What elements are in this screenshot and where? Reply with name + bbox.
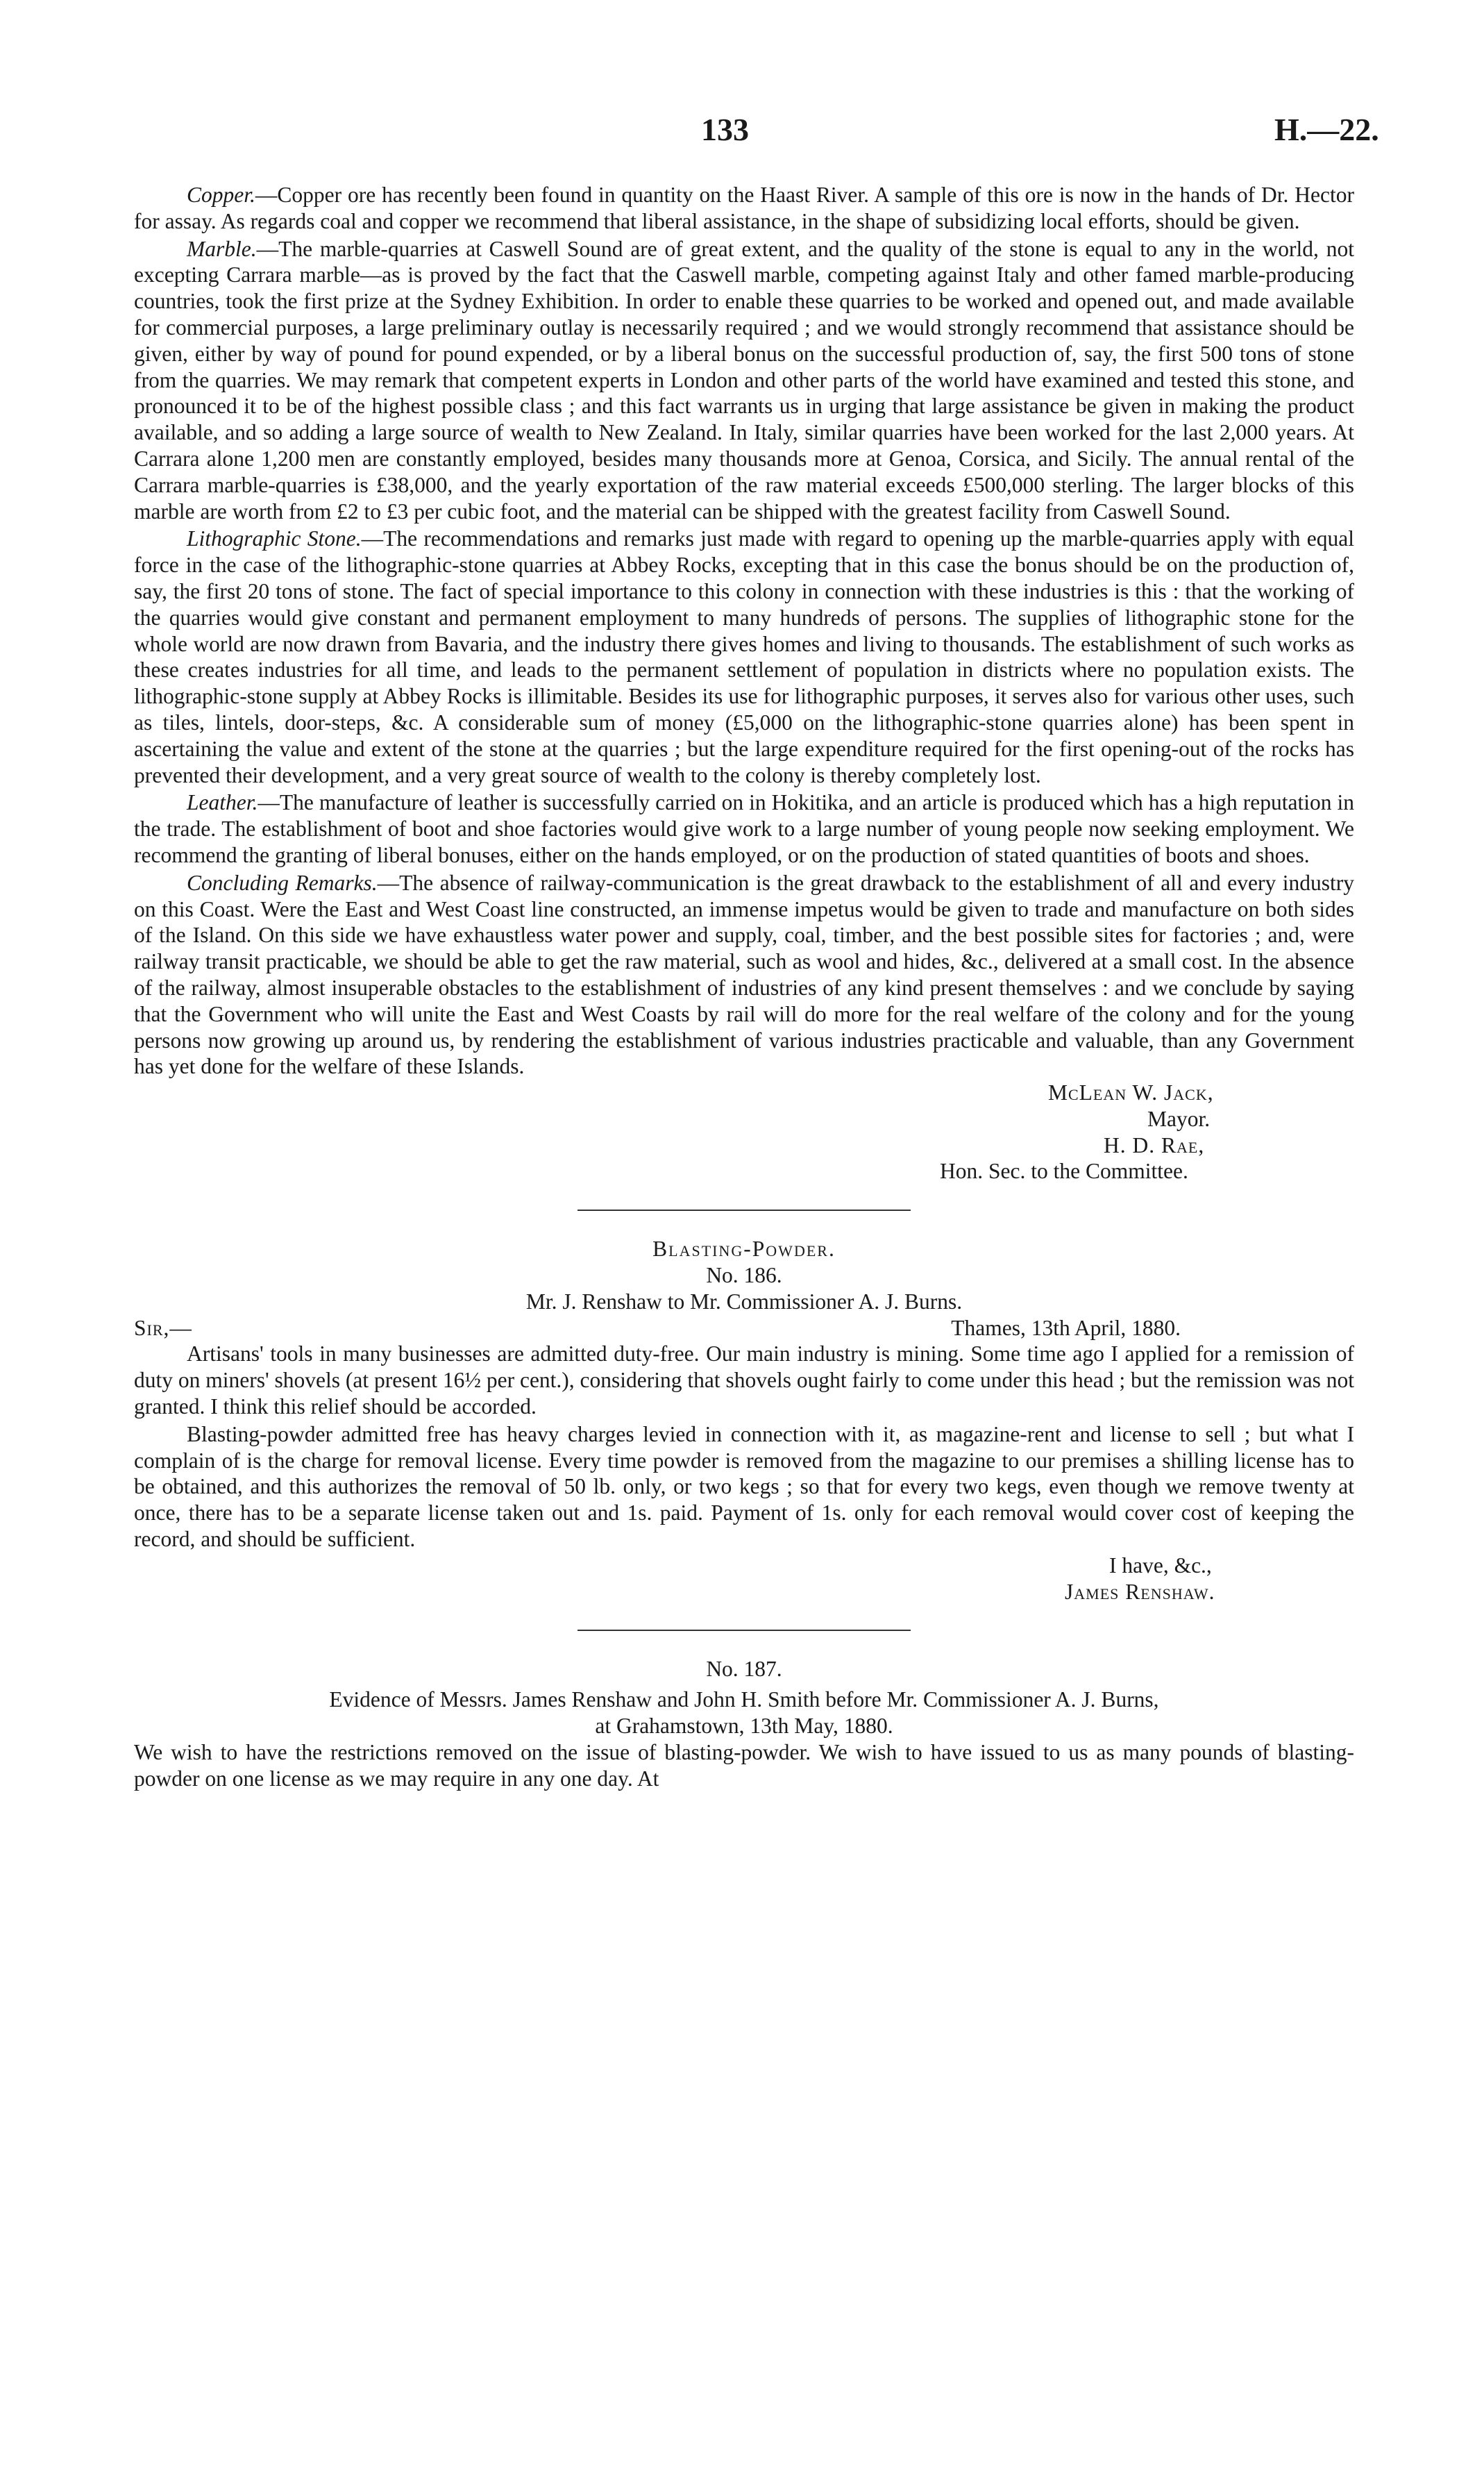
document-number: No. 187. <box>706 1657 782 1682</box>
paragraph-lead: Copper. <box>187 183 255 207</box>
evidence-title-line: Evidence of Messrs. James Renshaw and John H. Smith before Mr. Commissioner A. J. Burns, <box>329 1687 1159 1712</box>
paragraph-lead: Leather. <box>187 790 258 815</box>
signature-title: Hon. Sec. to the Committee. <box>940 1159 1188 1184</box>
document-body <box>134 182 1354 1791</box>
paragraph-text: —The manufacture of leather is successfully carried on in Hokitika, and an article is produced which has a high reputation in the trade. The establishment of boot and shoe factories would give work to a large number of young people now seeking employment. We recommend the granting of liberal bonuses, either on the hands employed, or on the production of stated quantities of boots and shoes. <box>134 790 1354 867</box>
section-divider <box>577 1210 911 1211</box>
signature-name: H. D. Rae, <box>1104 1132 1205 1157</box>
letter-subtitle: Mr. J. Renshaw to Mr. Commissioner A. J. Burns. <box>525 1289 963 1314</box>
paragraph-copper <box>134 182 1354 235</box>
paragraph-lead: Lithographic Stone. <box>187 526 362 551</box>
letter-paragraph: Blasting-powder admitted free has heavy charges levied in connection with it, as magazine-rent and license to sell ; but what I complain of is the charge for removal license. Every time powder is removed from the magazine to our premises a shilling license has to be obtained, and this authorizes the removal of 50 lb. only, or two kegs ; so that for every two kegs, even though we remove twenty at once, there has to be a separate license taken out and 1s. paid. Payment of 1s. only for each removal would cover cost of keeping the record, and should be sufficient. <box>134 1421 1354 1552</box>
salutation: Sir,— <box>134 1315 192 1340</box>
series-reference: H.—22. <box>1274 112 1379 147</box>
section-heading: Blasting-Powder. <box>652 1237 836 1262</box>
paragraph-text: —The recommendations and remarks just made with regard to opening up the marble-quarries apply with equal force in the case of the lithographic-stone quarries at Abbey Rocks, excepting that in this case the bonus should be on the production of, say, the first 20 tons of stone. The fact of special importance to this colony in connection with these industries is this : that the working of the quarries would give constant and permanent employment to many hundreds of persons. The supplies of lithographic stone for the whole world are now drawn from Bavaria, and the industry there gives homes and living to thousands. The establishment of such works as these creates industries for all time, and leads to the permanent settlement of population in districts where no population exists. The lithographic-stone supply at Abbey Rocks is illimitable. Besides its use for lithographic purposes, it serves also for various other uses, such as tiles, lintels, door-steps, &c. A considerable sum of money (£5,000 on the lithographic-stone quarries alone) has been spent in ascertaining the value and extent of the stone at the quarries ; but the large expenditure required for the first opening-out of the rocks has prevented their development, and a very great source of wealth to the colony is thereby completely lost. <box>134 526 1354 787</box>
page-header <box>0 111 1484 153</box>
committee-signatures <box>134 1080 1354 1185</box>
paragraph-text: —Copper ore has recently been found in quantity on the Haast River. A sample of this ore is now in the hands of Dr. Hector for assay. As regards coal and copper we recommend that liberal assistance, in the shape of subsidizing local efforts, should be given. <box>134 183 1354 233</box>
signature-name: McLean W. Jack, <box>1048 1080 1214 1105</box>
page-number: 133 <box>701 112 749 147</box>
letter-paragraph: Artisans' tools in many businesses are admitted duty-free. Our main industry is mining. Some time ago I applied for a remission of duty on miners' shovels (at present 16½ per cent.), considering that shovels ought fairly to come under this head ; but the remission was not granted. I think this relief should be accorded. <box>134 1341 1354 1419</box>
paragraph-text: —The absence of railway-communication is the great drawback to the establishment of all and every industry on this Coast. Were the East and West Coast line constructed, an immense impetus would be given to trade and manufacture on both sides of the Island. On this side we have exhaustless water power and supply, coal, timber, and the best possible sites for factories ; and, were railway transit practicable, we should be able to get the raw material, such as wool and hides, &c., delivered at a small cost. In the absence of the railway, almost insuperable obstacles to the establishment of industries of any kind present themselves : and we conclude by saying that the Government who will unite the East and West Coasts by rail will do more for the real welfare of the colony and for the young persons now growing up around us, by rendering the establishment of various industries practicable and valuable, than any Government has yet done for the welfare of these Islands. <box>134 870 1354 1079</box>
signature-title: Mayor. <box>1147 1106 1211 1131</box>
paragraph-lead: Marble. <box>187 236 257 261</box>
letter-signature: James Renshaw. <box>1065 1579 1215 1604</box>
paragraph-concluding-remarks <box>134 870 1354 1080</box>
paragraph-lead: Concluding Remarks. <box>187 870 378 895</box>
evidence-title-line: at Grahamstown, 13th May, 1880. <box>595 1714 893 1739</box>
paragraph-marble <box>134 236 1354 525</box>
section-divider <box>577 1630 911 1631</box>
letter-date: Thames, 13th April, 1880. <box>951 1315 1181 1340</box>
salutation-row <box>134 1315 1354 1341</box>
document-number: No. 186. <box>706 1263 782 1288</box>
paragraph-leather <box>134 789 1354 868</box>
paragraph-text: —The marble-quarries at Caswell Sound are of great extent, and the quality of the stone is equal to any in the world, not excepting Carrara marble—as is proved by the fact that the Caswell marble, competing against Italy and other famed marble-producing countries, took the first prize at the Sydney Exhibition. In order to enable these quarries to be worked and opened out, and made available for commercial purposes, a large preliminary outlay is necessarily required ; and we would strongly recommend that assistance should be given, either by way of pound for pound expended, or by a liberal bonus on the successful production of, say, the first 500 tons of stone from the quarries. We may remark that competent experts in London and other parts of the world have examined and tested this stone, and pronounced it to be of the highest possible class ; and this fact warrants us in urging that large assistance be given in making the product available, and so adding a large source of wealth to New Zealand. In Italy, similar quarries have been worked for the last 2,000 years. At Carrara alone 1,200 men are constantly employed, besides many thousands more at Genoa, Corsica, and Sicily. The annual rental of the Carrara marble-quarries is £38,000, and the yearly exportation of the raw material exceeds £500,000 sterling. The larger blocks of this marble are worth from £2 to £3 per cubic foot, and the material can be shipped with the greatest facility from Caswell Sound. <box>134 236 1354 524</box>
evidence-paragraph: We wish to have the restrictions removed on the issue of blasting-powder. We wish to have issued to us as many pounds of blasting-powder on one license as we may require in any one day. At <box>134 1739 1354 1791</box>
paragraph-lithographic-stone <box>134 526 1354 788</box>
letter-closing: I have, &c., <box>1109 1553 1212 1578</box>
